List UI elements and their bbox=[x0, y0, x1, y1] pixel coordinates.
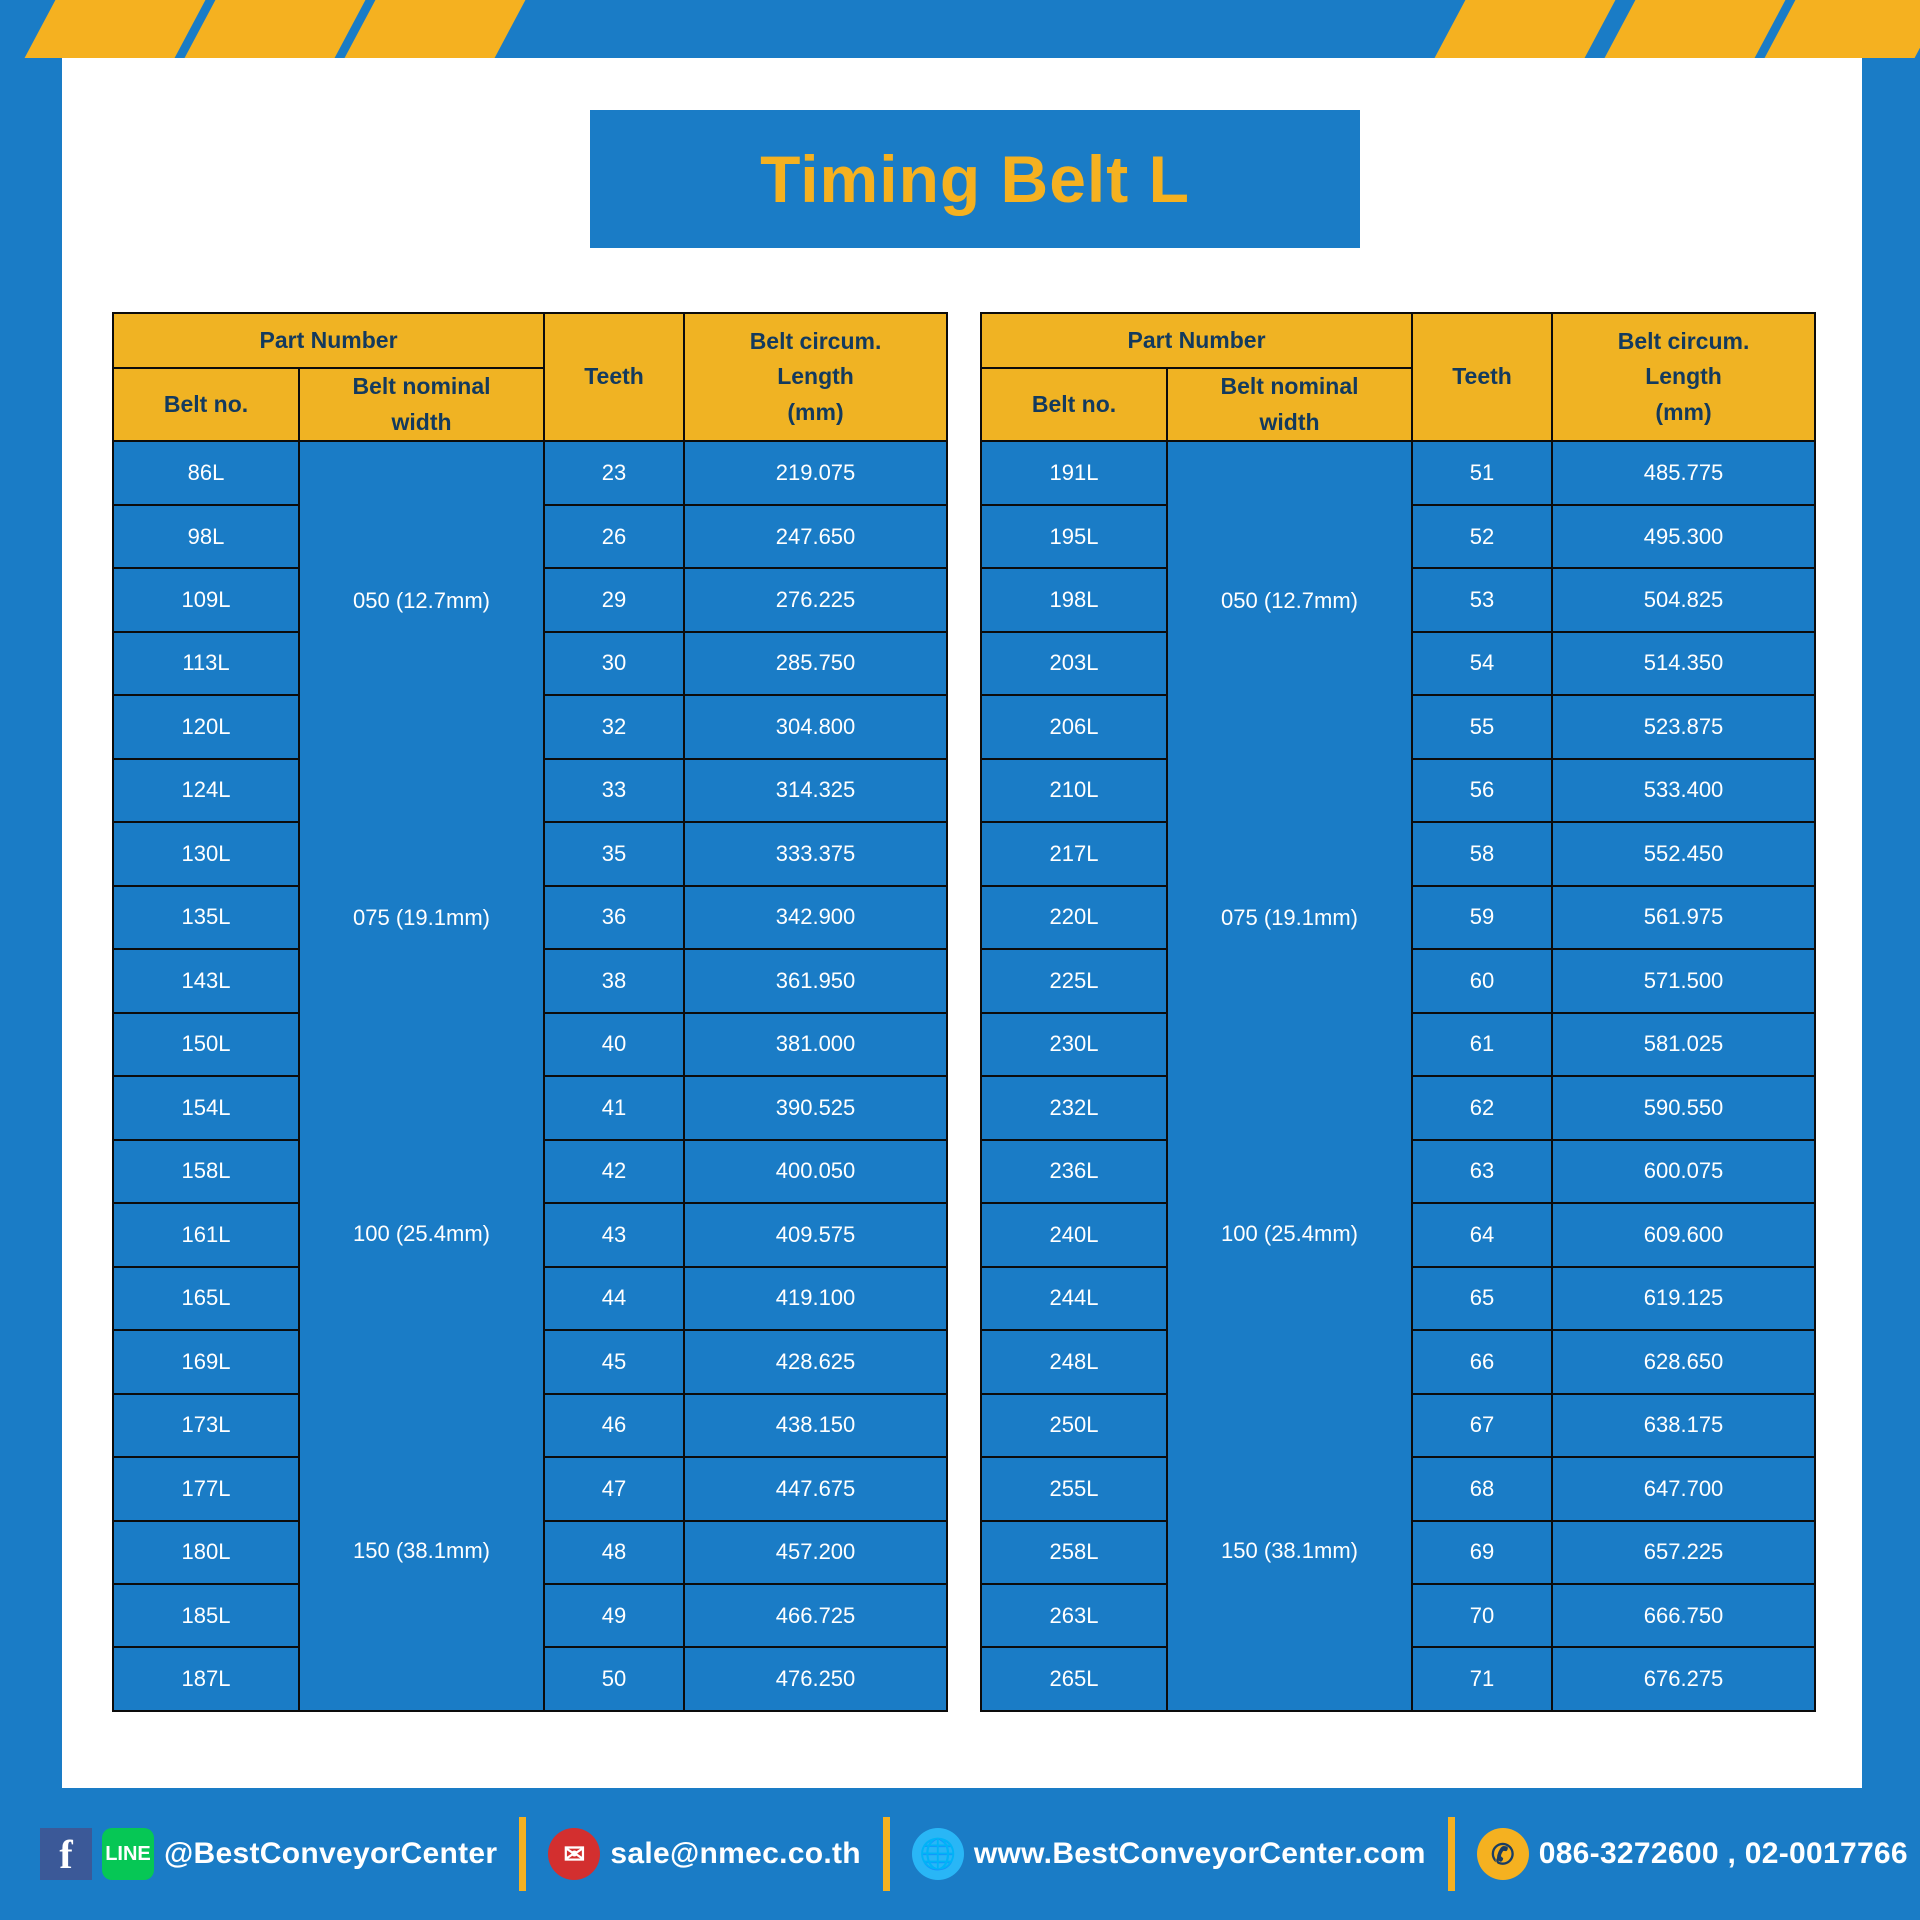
cell-belt-no: 120L bbox=[113, 695, 299, 758]
cell-belt-no: 113L bbox=[113, 632, 299, 695]
belt-table-left-body bbox=[113, 441, 947, 1711]
cell-teeth: 49 bbox=[544, 1584, 684, 1647]
header-length-label: Length bbox=[1645, 363, 1722, 390]
cell-teeth: 46 bbox=[544, 1394, 684, 1457]
cell-length: 285.750 bbox=[684, 632, 947, 695]
header-belt-no: Belt no. bbox=[113, 368, 299, 441]
cell-length: 247.650 bbox=[684, 505, 947, 568]
cell-belt-no: 217L bbox=[981, 822, 1167, 885]
cell-teeth: 67 bbox=[1412, 1394, 1552, 1457]
cell-length: 609.600 bbox=[1552, 1203, 1815, 1266]
cell-belt-no: 236L bbox=[981, 1140, 1167, 1203]
cell-belt-no: 187L bbox=[113, 1647, 299, 1711]
cell-teeth: 41 bbox=[544, 1076, 684, 1139]
cell-belt-no: 220L bbox=[981, 886, 1167, 949]
cell-length: 647.700 bbox=[1552, 1457, 1815, 1520]
cell-teeth: 58 bbox=[1412, 822, 1552, 885]
cell-belt-no: 177L bbox=[113, 1457, 299, 1520]
belt-width-option: 100 (25.4mm) bbox=[353, 1221, 490, 1247]
cell-length: 561.975 bbox=[1552, 886, 1815, 949]
belt-width-option: 050 (12.7mm) bbox=[353, 587, 490, 613]
header-teeth: Teeth bbox=[544, 313, 684, 441]
cell-teeth: 50 bbox=[544, 1647, 684, 1711]
cell-teeth: 51 bbox=[1412, 441, 1552, 504]
cell-belt-nominal-width bbox=[299, 441, 544, 1711]
chevron-shape bbox=[341, 0, 528, 58]
cell-teeth: 66 bbox=[1412, 1330, 1552, 1393]
footer-divider bbox=[883, 1817, 890, 1891]
cell-teeth: 40 bbox=[544, 1013, 684, 1076]
chevron-shape bbox=[1601, 0, 1788, 58]
cell-teeth: 62 bbox=[1412, 1076, 1552, 1139]
cell-length: 333.375 bbox=[684, 822, 947, 885]
header-belt-circum-label: Belt circum. bbox=[749, 327, 882, 354]
cell-belt-no: 130L bbox=[113, 822, 299, 885]
cell-teeth: 42 bbox=[544, 1140, 684, 1203]
chevron-shape bbox=[1761, 0, 1920, 58]
cell-length: 304.800 bbox=[684, 695, 947, 758]
cell-teeth: 65 bbox=[1412, 1267, 1552, 1330]
cell-belt-no: 198L bbox=[981, 568, 1167, 631]
globe-icon[interactable]: 🌐 bbox=[912, 1828, 964, 1880]
cell-length: 485.775 bbox=[1552, 441, 1815, 504]
belt-table-right bbox=[980, 312, 1816, 1712]
cell-length: 438.150 bbox=[684, 1394, 947, 1457]
cell-belt-no: 143L bbox=[113, 949, 299, 1012]
cell-teeth: 52 bbox=[1412, 505, 1552, 568]
cell-length: 400.050 bbox=[684, 1140, 947, 1203]
cell-teeth: 44 bbox=[544, 1267, 684, 1330]
cell-length: 628.650 bbox=[1552, 1330, 1815, 1393]
header-part-number: Part Number bbox=[113, 313, 544, 368]
cell-belt-no: 109L bbox=[113, 568, 299, 631]
cell-teeth: 56 bbox=[1412, 759, 1552, 822]
cell-belt-no: 86L bbox=[113, 441, 299, 504]
line-icon[interactable] bbox=[102, 1828, 154, 1880]
cell-length: 390.525 bbox=[684, 1076, 947, 1139]
cell-length: 523.875 bbox=[1552, 695, 1815, 758]
cell-belt-no: 191L bbox=[981, 441, 1167, 504]
cell-teeth: 29 bbox=[544, 568, 684, 631]
cell-length: 666.750 bbox=[1552, 1584, 1815, 1647]
cell-belt-nominal-width bbox=[1167, 441, 1412, 1711]
cell-length: 457.200 bbox=[684, 1521, 947, 1584]
cell-teeth: 53 bbox=[1412, 568, 1552, 631]
cell-belt-no: 169L bbox=[113, 1330, 299, 1393]
chevron-shape bbox=[1431, 0, 1618, 58]
cell-length: 657.225 bbox=[1552, 1521, 1815, 1584]
cell-belt-no: 203L bbox=[981, 632, 1167, 695]
header-part-number: Part Number bbox=[981, 313, 1412, 368]
chevron-decoration-band bbox=[0, 0, 1920, 58]
cell-length: 447.675 bbox=[684, 1457, 947, 1520]
cell-belt-no: 180L bbox=[113, 1521, 299, 1584]
cell-teeth: 71 bbox=[1412, 1647, 1552, 1711]
header-belt-nominal-width bbox=[299, 368, 544, 441]
cell-teeth: 64 bbox=[1412, 1203, 1552, 1266]
cell-belt-no: 240L bbox=[981, 1203, 1167, 1266]
header-belt-circum bbox=[684, 313, 947, 441]
header-belt-no: Belt no. bbox=[981, 368, 1167, 441]
cell-teeth: 45 bbox=[544, 1330, 684, 1393]
cell-length: 476.250 bbox=[684, 1647, 947, 1711]
footer-divider bbox=[519, 1817, 526, 1891]
belt-width-option: 075 (19.1mm) bbox=[1221, 904, 1358, 930]
cell-teeth: 43 bbox=[544, 1203, 684, 1266]
cell-belt-no: 161L bbox=[113, 1203, 299, 1266]
cell-length: 219.075 bbox=[684, 441, 947, 504]
footer-divider bbox=[1448, 1817, 1455, 1891]
cell-teeth: 30 bbox=[544, 632, 684, 695]
table-row bbox=[113, 441, 947, 504]
cell-belt-no: 258L bbox=[981, 1521, 1167, 1584]
cell-belt-no: 150L bbox=[113, 1013, 299, 1076]
cell-teeth: 54 bbox=[1412, 632, 1552, 695]
cell-length: 638.175 bbox=[1552, 1394, 1815, 1457]
footer-email[interactable] bbox=[548, 1788, 861, 1920]
cell-length: 619.125 bbox=[1552, 1267, 1815, 1330]
cell-length: 428.625 bbox=[684, 1330, 947, 1393]
cell-length: 590.550 bbox=[1552, 1076, 1815, 1139]
cell-teeth: 60 bbox=[1412, 949, 1552, 1012]
cell-length: 571.500 bbox=[1552, 949, 1815, 1012]
chevron-shape bbox=[181, 0, 368, 58]
cell-length: 600.075 bbox=[1552, 1140, 1815, 1203]
cell-length: 342.900 bbox=[684, 886, 947, 949]
cell-teeth: 61 bbox=[1412, 1013, 1552, 1076]
email-icon[interactable]: ✉ bbox=[548, 1828, 600, 1880]
cell-teeth: 70 bbox=[1412, 1584, 1552, 1647]
facebook-icon[interactable]: f bbox=[40, 1828, 92, 1880]
header-belt-nominal-line1: Belt nominal bbox=[1220, 373, 1359, 399]
cell-teeth: 23 bbox=[544, 441, 684, 504]
footer-website-text: www.BestConveyorCenter.com bbox=[973, 1837, 1426, 1870]
cell-belt-no: 154L bbox=[113, 1076, 299, 1139]
belt-width-option: 050 (12.7mm) bbox=[1221, 587, 1358, 613]
cell-teeth: 32 bbox=[544, 695, 684, 758]
cell-teeth: 55 bbox=[1412, 695, 1552, 758]
page-title: Timing Belt L bbox=[760, 142, 1190, 216]
cell-belt-no: 210L bbox=[981, 759, 1167, 822]
footer-phone-text: 086-3272600 , 02-0017766 bbox=[1538, 1837, 1908, 1870]
cell-belt-no: 98L bbox=[113, 505, 299, 568]
cell-belt-no: 185L bbox=[113, 1584, 299, 1647]
footer-social[interactable] bbox=[0, 1788, 497, 1920]
cell-belt-no: 248L bbox=[981, 1330, 1167, 1393]
footer-bar bbox=[0, 1788, 1920, 1920]
cell-belt-no: 255L bbox=[981, 1457, 1167, 1520]
cell-length: 314.325 bbox=[684, 759, 947, 822]
belt-width-option: 150 (38.1mm) bbox=[1221, 1538, 1358, 1564]
cell-length: 361.950 bbox=[684, 949, 947, 1012]
cell-length: 552.450 bbox=[1552, 822, 1815, 885]
header-belt-nominal-line2: width bbox=[391, 408, 452, 435]
belt-width-option: 100 (25.4mm) bbox=[1221, 1221, 1358, 1247]
cell-teeth: 48 bbox=[544, 1521, 684, 1584]
chevron-shape bbox=[21, 0, 208, 58]
cell-belt-no: 135L bbox=[113, 886, 299, 949]
line-icon-label: LINE bbox=[105, 1842, 151, 1865]
footer-website[interactable] bbox=[912, 1788, 1426, 1920]
cell-teeth: 63 bbox=[1412, 1140, 1552, 1203]
cell-belt-no: 165L bbox=[113, 1267, 299, 1330]
table-row bbox=[981, 441, 1815, 504]
cell-belt-no: 230L bbox=[981, 1013, 1167, 1076]
phone-icon[interactable]: ✆ bbox=[1477, 1828, 1529, 1880]
cell-teeth: 35 bbox=[544, 822, 684, 885]
cell-length: 419.100 bbox=[684, 1267, 947, 1330]
header-belt-circum-label: Belt circum. bbox=[1617, 327, 1750, 354]
cell-belt-no: 225L bbox=[981, 949, 1167, 1012]
cell-belt-no: 265L bbox=[981, 1647, 1167, 1711]
cell-length: 676.275 bbox=[1552, 1647, 1815, 1711]
cell-length: 466.725 bbox=[684, 1584, 947, 1647]
tables-container bbox=[112, 312, 1812, 1712]
cell-teeth: 38 bbox=[544, 949, 684, 1012]
cell-belt-no: 250L bbox=[981, 1394, 1167, 1457]
footer-phone[interactable] bbox=[1477, 1788, 1908, 1920]
cell-belt-no: 173L bbox=[113, 1394, 299, 1457]
belt-width-option: 150 (38.1mm) bbox=[353, 1538, 490, 1564]
cell-belt-no: 195L bbox=[981, 505, 1167, 568]
header-mm-label: (mm) bbox=[787, 398, 844, 425]
belt-table-left bbox=[112, 312, 948, 1712]
cell-teeth: 36 bbox=[544, 886, 684, 949]
cell-teeth: 33 bbox=[544, 759, 684, 822]
cell-belt-no: 244L bbox=[981, 1267, 1167, 1330]
cell-teeth: 26 bbox=[544, 505, 684, 568]
cell-length: 581.025 bbox=[1552, 1013, 1815, 1076]
header-length-label: Length bbox=[777, 363, 854, 390]
cell-belt-no: 232L bbox=[981, 1076, 1167, 1139]
cell-length: 495.300 bbox=[1552, 505, 1815, 568]
cell-belt-no: 124L bbox=[113, 759, 299, 822]
cell-teeth: 68 bbox=[1412, 1457, 1552, 1520]
header-mm-label: (mm) bbox=[1655, 398, 1712, 425]
cell-belt-no: 263L bbox=[981, 1584, 1167, 1647]
header-belt-circum bbox=[1552, 313, 1815, 441]
header-belt-nominal-line2: width bbox=[1259, 408, 1320, 435]
cell-teeth: 47 bbox=[544, 1457, 684, 1520]
cell-length: 381.000 bbox=[684, 1013, 947, 1076]
cell-length: 514.350 bbox=[1552, 632, 1815, 695]
footer-social-handle: @BestConveyorCenter bbox=[164, 1837, 498, 1870]
cell-teeth: 69 bbox=[1412, 1521, 1552, 1584]
header-belt-nominal-width bbox=[1167, 368, 1412, 441]
cell-length: 409.575 bbox=[684, 1203, 947, 1266]
footer-email-text: sale@nmec.co.th bbox=[610, 1837, 861, 1870]
cell-belt-no: 206L bbox=[981, 695, 1167, 758]
page-title-band bbox=[590, 110, 1360, 248]
cell-belt-no: 158L bbox=[113, 1140, 299, 1203]
header-belt-nominal-line1: Belt nominal bbox=[352, 373, 491, 399]
cell-teeth: 59 bbox=[1412, 886, 1552, 949]
cell-length: 504.825 bbox=[1552, 568, 1815, 631]
cell-length: 276.225 bbox=[684, 568, 947, 631]
belt-width-option: 075 (19.1mm) bbox=[353, 904, 490, 930]
cell-length: 533.400 bbox=[1552, 759, 1815, 822]
belt-table-right-body bbox=[981, 441, 1815, 1711]
header-teeth: Teeth bbox=[1412, 313, 1552, 441]
